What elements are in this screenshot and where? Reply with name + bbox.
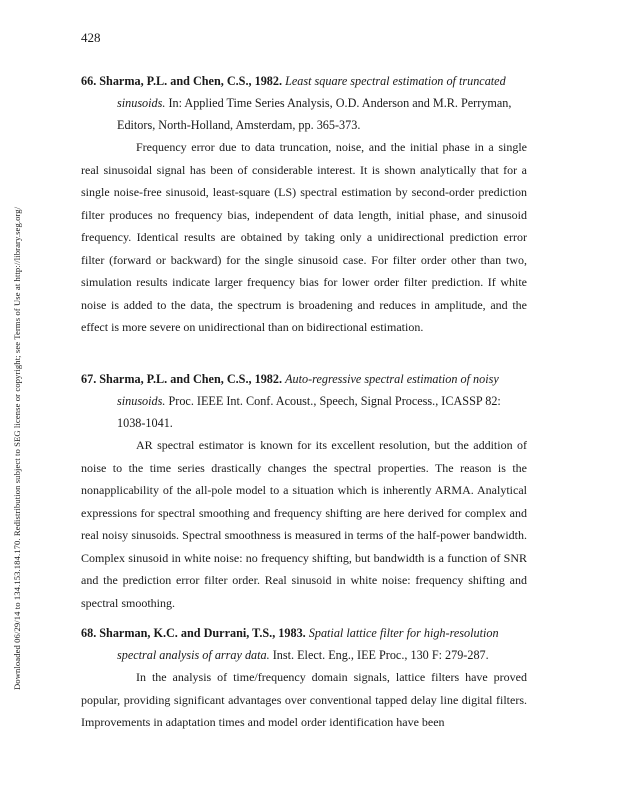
download-notice: Downloaded 06/29/14 to 134.153.184.170. Redistribution subject to SEG license or copyright; see Terms of Use at http://library.seg.org/: [12, 206, 22, 690]
entry-abstract: Frequency error due to data truncation, noise, and the initial phase in a single real sinusoidal signal has been of considerable interest. It is shown analytically that for a single noise-free sinusoid, least-square (LS) spectral estimation by second-order prediction filter produces no frequency bias, independent of data length, initial phase, and sinusoid frequency. Identical results are obtained by taking only a unidirectional prediction error filter (forward or backward) for the single sinusoid case. For filter order other than two, simulation results indicate larger frequency bias for lower order filter prediction. If white noise is added to the data, the spectrum is broadening and reduces in amplitude, and the effect is more severe on unidirectional than on bidirectional estimation.: [81, 140, 527, 334]
entry-number: 67.: [81, 372, 97, 386]
bibliography-entry-68: [81, 622, 527, 734]
entry-abstract: In the analysis of time/frequency domain signals, lattice filters have proved popular, providing significant advantages over conventional tapped delay line digital filters. Improvements in adaptation times and model order identification have been: [81, 670, 527, 729]
entry-year: 1982.: [254, 372, 283, 386]
citation: [81, 622, 527, 666]
entry-source: In: Applied Time Series Analysis, O.D. Anderson and M.R. Perryman, Editors, North-Holland, Amsterdam, pp. 365-373.: [117, 96, 512, 132]
entry-year: 1983.: [278, 626, 306, 640]
entry-year: 1982.: [254, 74, 283, 88]
entry-abstract: AR spectral estimator is known for its excellent resolution, but the addition of noise to the time series drastically changes the spectral properties. The reason is the nonapplicability of the all-pole model to a situation which is inherently ARMA. Analytical expressions for spectral smoothing and frequency shifting are here derived for complex and real noisy sinusoids. Spectral smoothness is measured in terms of the half-power bandwidth. Complex sinusoid in white noise: no frequency shifting, but bandwidth is a function of SNR and the prediction error filter order. Real sinusoid in white noise: frequency shifting and spectral smoothing.: [81, 438, 527, 610]
bibliography-entry-67: [81, 368, 527, 614]
entry-authors: Sharma, P.L. and Chen, C.S.,: [99, 372, 255, 386]
entry-number: 68.: [81, 626, 97, 640]
citation: [81, 368, 527, 434]
entry-authors: Sharma, P.L. and Chen, C.S.,: [99, 74, 255, 88]
entry-number: 66.: [81, 74, 97, 88]
citation: [81, 70, 527, 136]
entry-source: Inst. Elect. Eng., IEE Proc., 130 F: 279-287.: [272, 648, 489, 662]
bibliography-entry-66: [81, 70, 527, 339]
page-number: 428: [81, 30, 101, 45]
entry-source: Proc. IEEE Int. Conf. Acoust., Speech, Signal Process., ICASSP 82: 1038-1041.: [117, 394, 501, 430]
entry-title: Least square spectral estimation of truncated sinusoids.: [117, 74, 506, 110]
entry-title: Spatial lattice filter for high-resolution spectral analysis of array data.: [117, 626, 499, 662]
entry-authors: Sharman, K.C. and Durrani, T.S.,: [99, 626, 279, 640]
entry-title: Auto-regressive spectral estimation of noisy sinusoids.: [117, 372, 499, 408]
